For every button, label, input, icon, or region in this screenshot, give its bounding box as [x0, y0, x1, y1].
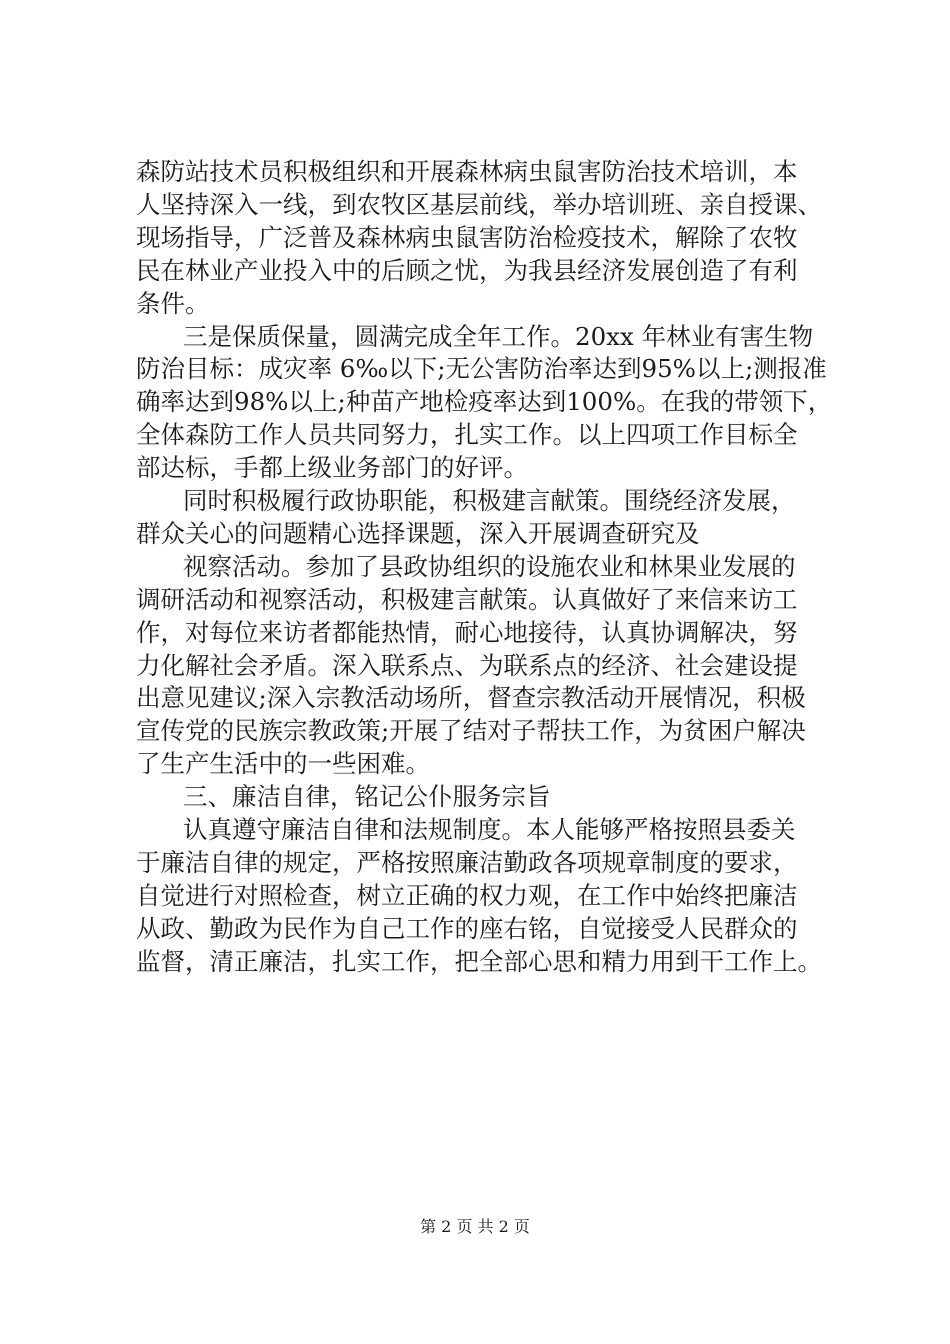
text-line: 现场指导，广泛普及森林病虫鼠害防治检疫技术，解除了农牧 [136, 222, 798, 252]
text-line: 出意见建议;深入宗教活动场所，督查宗教活动开展情况，积极 [136, 683, 806, 713]
text-line: 监督，清正廉洁，扎实工作，把全部心思和精力用到干工作上。 [136, 946, 822, 976]
text-line: 了生产生活中的一些困难。 [136, 749, 430, 779]
text-line: 确率达到98%以上;种苗产地检疫率达到100%。在我的带领下， [136, 387, 833, 417]
text-line: 条件。 [136, 288, 210, 318]
text-line: 视察活动。参加了县政协组织的设施农业和林果业发展的 [183, 551, 796, 581]
text-line: 全体森防工作人员共同努力，扎实工作。以上四项工作目标全 [136, 420, 798, 450]
text-line: 认真遵守廉洁自律和法规制度。本人能够严格按照县委关 [183, 815, 796, 844]
text-line: 人坚持深入一线，到农牧区基层前线，举办培训班、亲自授课、 [136, 189, 822, 219]
text-line: 防治目标：成灾率 6‰以下;无公害防治率达到95%以上;测报准 [136, 354, 827, 384]
text-line: 宣传党的民族宗教政策;开展了结对子帮扶工作，为贫困户解决 [136, 716, 806, 746]
text-line: 调研活动和视察活动，积极建言献策。认真做好了来信来访工 [136, 584, 798, 614]
page-number-footer: 第 2 页 共 2 页 [420, 1217, 530, 1236]
text-line: 群众关心的问题精心选择课题，深入开展调查研究及 [136, 518, 700, 548]
text-line: 部达标，手都上级业务部门的好评。 [136, 453, 528, 483]
text-line: 三、廉洁自律，铭记公仆服务宗旨 [183, 782, 551, 812]
text-line: 民在林业产业投入中的后顾之忧，为我县经济发展创造了有利 [136, 255, 798, 285]
text-line: 同时积极履行政协职能，积极建言献策。围绕经济发展， [183, 486, 796, 515]
text-line: 自觉进行对照检查，树立正确的权力观，在工作中始终把廉洁 [136, 880, 798, 910]
text-line: 森防站技术员积极组织和开展森林病虫鼠害防治技术培训，本 [136, 157, 798, 186]
text-line: 作，对每位来访者都能热情，耐心地接待，认真协调解决，努 [136, 617, 798, 647]
text-line: 三是保质保量，圆满完成全年工作。20xx 年林业有害生物 [183, 321, 814, 351]
text-line: 力化解社会矛盾。深入联系点、为联系点的经济、社会建设提 [136, 650, 798, 680]
text-line: 从政、勤政为民作为自己工作的座右铭，自觉接受人民群众的 [136, 913, 798, 943]
text-line: 于廉洁自律的规定，严格按照廉洁勤政各项规章制度的要求， [136, 847, 798, 877]
